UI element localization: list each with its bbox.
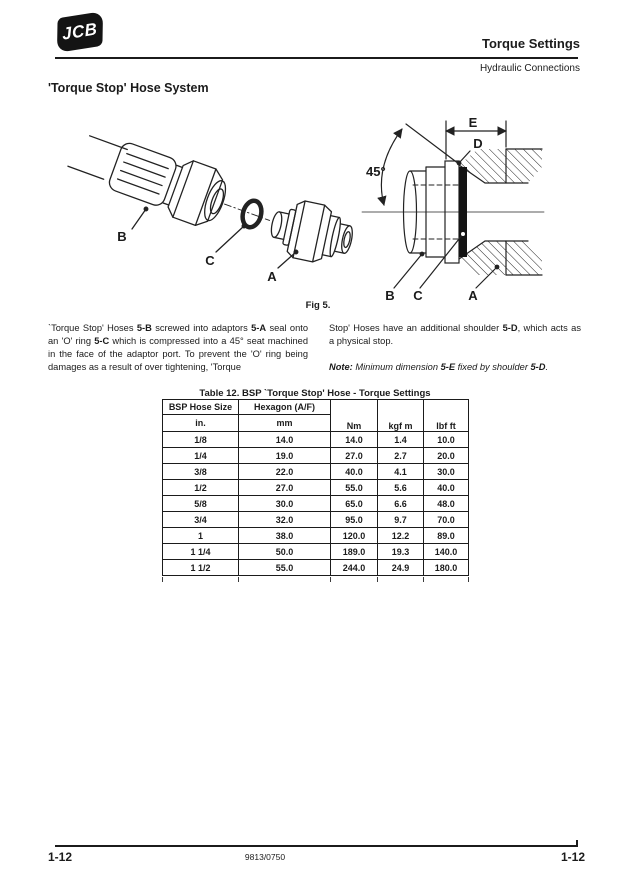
label-45-degrees: 45° [366, 164, 386, 179]
table-cell: 24.9 [378, 560, 424, 576]
text-segment: Stop' Hoses have an additional shoulder [329, 323, 503, 333]
table-row [163, 512, 469, 528]
page-number-left: 1-12 [48, 850, 73, 864]
text-segment: fixed by shoulder [455, 362, 531, 372]
table-cell: 189.0 [331, 544, 378, 560]
document-code: 9813/0750 [244, 852, 286, 862]
table-cell: 48.0 [424, 496, 469, 512]
table-cell: 30.0 [239, 496, 331, 512]
text-segment: . [545, 362, 549, 372]
table-cell: 40.0 [331, 464, 378, 480]
table-cell: 40.0 [424, 480, 469, 496]
table-cell: 140.0 [424, 544, 469, 560]
jcb-logo-text: JCB [61, 19, 99, 44]
table-cell: 9.7 [378, 512, 424, 528]
text-segment: Minimum dimension [355, 362, 441, 372]
table-border-stub [238, 577, 239, 582]
table-cell: 27.0 [239, 480, 331, 496]
text-segment: 5-C [94, 336, 110, 346]
table-cell: 50.0 [239, 544, 331, 560]
table-cell: 6.6 [378, 496, 424, 512]
table-cell: 20.0 [424, 448, 469, 464]
col-header-mm: mm [239, 415, 331, 432]
table-cell: 1 1/4 [163, 544, 239, 560]
text-segment: 5-D [530, 362, 546, 372]
table-cell: 10.0 [424, 432, 469, 448]
col-header-kgf-m: kgf m [378, 400, 424, 432]
text-segment: , which acts as a physical stop. [329, 323, 581, 346]
table-cell: 95.0 [331, 512, 378, 528]
table-cell: 65.0 [331, 496, 378, 512]
table-header [163, 400, 469, 432]
table-row [163, 448, 469, 464]
col-header-nm: Nm [331, 400, 378, 432]
table-border-stub [162, 577, 163, 582]
table-border-stub [423, 577, 424, 582]
table-cell: 19.0 [239, 448, 331, 464]
table-row [163, 544, 469, 560]
table-cell: 22.0 [239, 464, 331, 480]
table-cell: 1.4 [378, 432, 424, 448]
text-segment: 5-E [440, 362, 456, 372]
col-header-bsp-hose-size: BSP Hose Size [163, 400, 239, 415]
table-cell: 5/8 [163, 496, 239, 512]
table-cell: 70.0 [424, 512, 469, 528]
text-segment: screwed into adaptors [151, 323, 252, 333]
text-segment: seal onto an 'O' ring [48, 323, 308, 346]
table-cell: 1 1/2 [163, 560, 239, 576]
table-cell: 3/4 [163, 512, 239, 528]
page-title: Torque Settings [482, 36, 580, 51]
table-border-stub [377, 577, 378, 582]
table-cell: 38.0 [239, 528, 331, 544]
right-column [329, 322, 581, 374]
table-cell: 180.0 [424, 560, 469, 576]
jcb-logo [57, 11, 103, 53]
table-row [163, 496, 469, 512]
table-border-stub [468, 577, 469, 582]
label-c-section: C [413, 288, 423, 303]
label-d-shoulder: D [473, 136, 483, 151]
section-heading: 'Torque Stop' Hose System [48, 81, 209, 95]
table-row [163, 432, 469, 448]
page-number-right: 1-12 [560, 850, 585, 864]
text-segment: `Torque Stop' Hoses [48, 323, 137, 333]
table-cell: 14.0 [239, 432, 331, 448]
table-body [163, 432, 469, 576]
paragraph-right-column [329, 322, 581, 348]
table-cell: 2.7 [378, 448, 424, 464]
footer-rule-tick [576, 840, 578, 845]
footer-rule [55, 845, 578, 847]
table-row [163, 464, 469, 480]
text-segment: 5-B [136, 323, 152, 333]
paragraph-left-column [48, 322, 308, 374]
table-row [163, 560, 469, 576]
label-e-dimension: E [468, 115, 478, 130]
table-cell: 19.3 [378, 544, 424, 560]
section-view-diagram [360, 105, 590, 305]
figure-caption: Fig 5. [305, 300, 331, 311]
table-cell: 1/2 [163, 480, 239, 496]
col-header-lbf-ft: lbf ft [424, 400, 469, 432]
table-cell: 32.0 [239, 512, 331, 528]
table-cell: 4.1 [378, 464, 424, 480]
col-header-hexagon-af: Hexagon (A/F) [239, 400, 331, 415]
label-b-exploded: B [117, 229, 127, 244]
torque-settings-table [162, 399, 469, 576]
label-a-section: A [468, 288, 478, 303]
table-row [163, 480, 469, 496]
table-cell: 1/4 [163, 448, 239, 464]
text-segment: which is compressed into a 45° seat machined in the face of the adaptor port. To prevent the 'O' ring being damages as a result of over tightening, 'Torque [48, 336, 308, 372]
label-b-section: B [385, 288, 395, 303]
table-cell: 244.0 [331, 560, 378, 576]
table-cell: 55.0 [239, 560, 331, 576]
table-cell: 1 [163, 528, 239, 544]
table-cell: 27.0 [331, 448, 378, 464]
label-c-exploded: C [205, 253, 215, 268]
note-paragraph [329, 361, 581, 374]
header-rule [55, 57, 578, 59]
table-cell: 3/8 [163, 464, 239, 480]
text-segment: 5-D [502, 323, 518, 333]
table-title: Table 12. BSP `Torque Stop' Hose - Torque Settings [199, 388, 431, 399]
exploded-view-diagram [60, 110, 380, 310]
page-subtitle: Hydraulic Connections [479, 63, 580, 74]
table-row [163, 528, 469, 544]
table-cell: 55.0 [331, 480, 378, 496]
label-a-exploded: A [267, 269, 277, 284]
header-row-1 [163, 400, 469, 415]
table-cell: 89.0 [424, 528, 469, 544]
table-cell: 12.2 [378, 528, 424, 544]
table-border-stub [330, 577, 331, 582]
text-segment: Note: [329, 362, 356, 372]
table-cell: 120.0 [331, 528, 378, 544]
text-segment: 5-A [251, 323, 267, 333]
table-cell: 30.0 [424, 464, 469, 480]
table-cell: 14.0 [331, 432, 378, 448]
table-cell: 5.6 [378, 480, 424, 496]
col-header-in: in. [163, 415, 239, 432]
table-cell: 1/8 [163, 432, 239, 448]
